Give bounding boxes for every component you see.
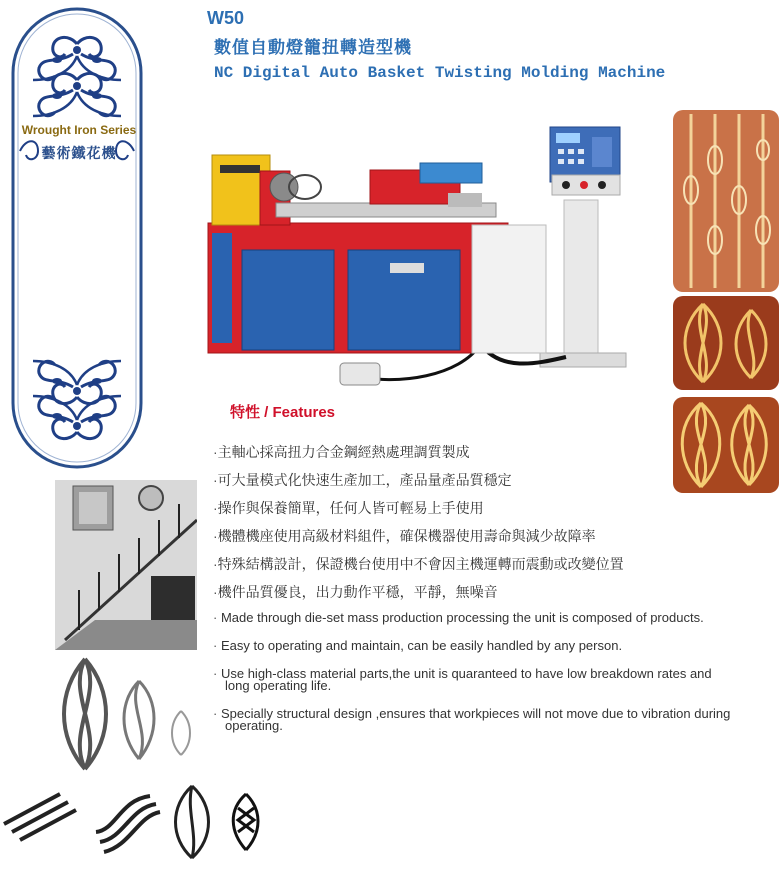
bullet-dot-icon: · [213,666,218,681]
feature-zh-1: ·主軸心採高扭力合金鋼經熱處理調質製成 [213,444,470,460]
feature-zh-5: ·特殊結構設計，保證機台使用中不會因主機運轉而震動或改變位置 [213,556,624,572]
brass-baskets-photo [673,296,779,390]
model-code: W50 [207,8,245,28]
features-list-zh [213,438,624,606]
feature-en-1: · Made through die-set mass production processing the unit is composed of products. [213,610,704,625]
features-list-en [213,612,733,748]
series-title-en: Wrought Iron Series [21,123,137,137]
series-title-zh: 藝術鐵花機 [41,145,117,161]
baluster-samples-photo [673,110,779,292]
feature-zh-4: ·機體機座使用高級材料組件，確保機器使用壽命與減少故障率 [213,528,596,544]
bullet-dot-icon: · [213,528,218,544]
feature-zh-3: ·操作與保養簡單，任何人皆可輕易上手使用 [213,500,484,516]
product-title-en: NC Digital Auto Basket Twisting Molding Machine [214,64,666,82]
brass-baskets-photo-2 [673,397,779,493]
feature-en-3: · Use high-class material parts,the unit is quaranteed to have low breakdown rates and long operating life. [213,666,712,693]
twisted-bars-samples-photo [0,780,270,865]
bullet-dot-icon: · [213,500,218,516]
product-title-zh: 數值自動燈籠扭轉造型機 [214,38,412,57]
feature-zh-2: ·可大量模式化快速生產加工，產品量產品質穩定 [213,472,512,488]
bullet-dot-icon: · [213,610,218,625]
bullet-dot-icon: · [213,472,218,488]
feature-zh-6: ·機件品質優良，出力動作平穩，平靜，無噪音 [213,584,498,600]
wrought-iron-series-banner [10,6,144,470]
bullet-dot-icon: · [213,638,218,653]
bullet-dot-icon: · [213,706,218,721]
staircase-railing-photo [55,480,197,650]
bullet-dot-icon: · [213,556,218,572]
feature-en-2: · Easy to operating and maintain, can be easily handled by any person. [213,638,623,653]
steel-baskets-photo [57,655,197,775]
machine-photo [200,125,630,395]
bullet-dot-icon: · [213,584,218,600]
feature-en-4: · Specially structural design ,ensures that workpieces will not move due to vibration during operating. [213,706,731,733]
bullet-dot-icon: · [213,444,218,460]
features-heading: 特性 / Features [230,404,336,421]
